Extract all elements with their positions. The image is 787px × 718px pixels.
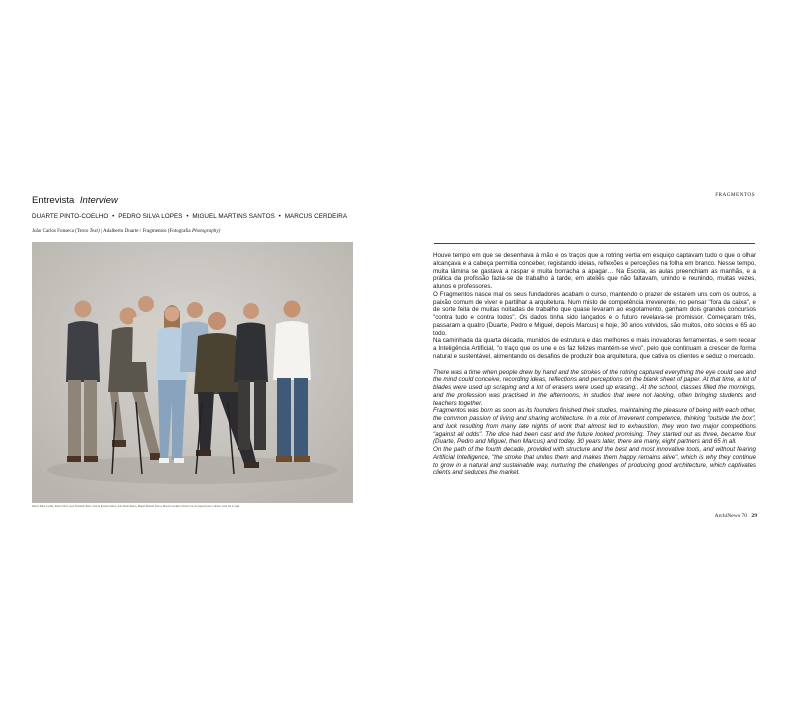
credits-divider: |	[100, 228, 102, 234]
team-photo	[32, 242, 353, 503]
photo-caption: Duarte Pinto-Coelho, Pedro Silva Lopes, Fernando Pinto, Sara de Rosário Santos, João Paulo Bastos, Miguel Martins Santos, Marcus Cerdeira, David Cruz da esquerda para a direita, from left to right	[32, 505, 240, 508]
writer-role: (Texto	[75, 228, 89, 234]
paragraph-en: There was a time when people drew by hand and the strokes of the rotring captured everything the eye could see and the mind could conceive, recording ideas, reflections and perceptions on the blank sheet of paper. At that time, a lot of blades were used up scraping and a lot of erasers were used up erasing.. At the school, classes filled the mornings, and the profession was practised in the afternoons, in studios that were not lacking, often bringing students and teachers together.	[433, 368, 756, 407]
writer-name: João Carlos Fonseca	[32, 228, 74, 234]
paragraph-pt: O Fragmentos nasce mal os seus fundadores acabam o curso, mantendo o prazer de estarem uns com os outros, a paixão comum de viver e partilhar a arquitetura. Num misto de competência irreverente, no pensar "fora da caixa", e de sorte feita de muitas noitadas de trabalho que quase levaram ao esgotamento, ganham dois grandes concursos "contra tudo e contra todos". Os dados tinha sido lançados e o futuro revelava-se promissor. Começaram três, passaram a quatro (Duarte, Pedro e Miguel, depois Marcus) e hoje, 30 anos volvidos, são muitos, oito sócios e 65 ao todo.	[433, 290, 756, 337]
interviewee-name: MARCUS CERDEIRA	[284, 213, 348, 220]
section-label-pt: Entrevista	[32, 195, 75, 206]
article-body	[433, 252, 756, 477]
name-separator: •	[112, 213, 115, 220]
page-footer	[715, 513, 757, 519]
credits-line	[32, 228, 220, 234]
paragraph-en: Fragmentos was born as soon as its founders finished their studies, maintaining the pleasure of being with each other, the common passion of living and sharing architecture. In a mix of irreverent competence, thinking "outside the box", and luck resulting from many late nights of work that almost led to exhaustion, they won two major competitions "against all odds". The dice had been cast and the future looked promising. They started out as three, became four (Duarte, Pedro and Miguel, then Marcus) and today, 30 years later, there are many, eight partners and 65 in all.	[433, 407, 756, 446]
paragraph-pt: Na caminhada da quarta década, munidos de estrutura e das melhores e mais inovadoras ferramentas, e sem recear a Inteligência Artificial, "o traço que os une e os faz felizes mantém-se vivo", pelo que continuam a crescer de forma natural e sustentável, alimentando os desafios de produzir boa arquitetura, que cativa os clientes e seduz o mercado.	[433, 337, 756, 360]
interviewee-name: MIGUEL MARTINS SANTOS	[192, 213, 275, 220]
left-page	[0, 0, 393, 718]
writer-role-en: Text)	[89, 228, 100, 234]
name-separator: •	[278, 213, 281, 220]
name-separator: •	[186, 213, 189, 220]
magazine-issue: ArchiNews 70	[714, 513, 747, 519]
interviewee-name: PEDRO SILVA LOPES	[118, 213, 183, 220]
header-rule	[434, 243, 755, 244]
section-label	[32, 195, 118, 206]
photo-role-en: Photography)	[191, 228, 221, 234]
paragraph-pt: Houve tempo em que se desenhava à mão e os traços que a rotring vertia em esquiço captavam tudo o que o olhar alcançava e a cabeça permitia conceber, registando ideias, reflexões e perceções na folha em branco. Nesse tempo, muita lâmina se gastava a raspar e muita borracha a apagar… Na Escola, as aulas preenchiam as manhãs, e a prática da profissão fazia-se de trabalho à tarde, em ateliês que não faltavam, unindo e reunindo, muitas vezes, alunos e professores.	[433, 252, 756, 290]
page-number: 29	[751, 513, 757, 519]
interviewee-names	[32, 213, 372, 220]
photographer-name: Adalberto Duarte / Fragmentos	[102, 228, 167, 234]
section-label-en: Interview	[79, 195, 118, 206]
paragraph-en: On the path of the fourth decade, provided with structure and the best and most innovative tools, and without fearing Artificial Intelligence, "the stroke that unites them and makes them happy remains alive", which is why they continue to grow in a natural and sustainable way, nurturing the challenges of producing good architecture, which captivates clients and seduces the market.	[433, 446, 756, 477]
interviewee-name: DUARTE PINTO-COELHO	[32, 213, 109, 220]
right-page	[394, 0, 787, 718]
photo-role: (Fotografia	[167, 228, 191, 234]
running-header: FRAGMENTOS	[715, 192, 755, 198]
